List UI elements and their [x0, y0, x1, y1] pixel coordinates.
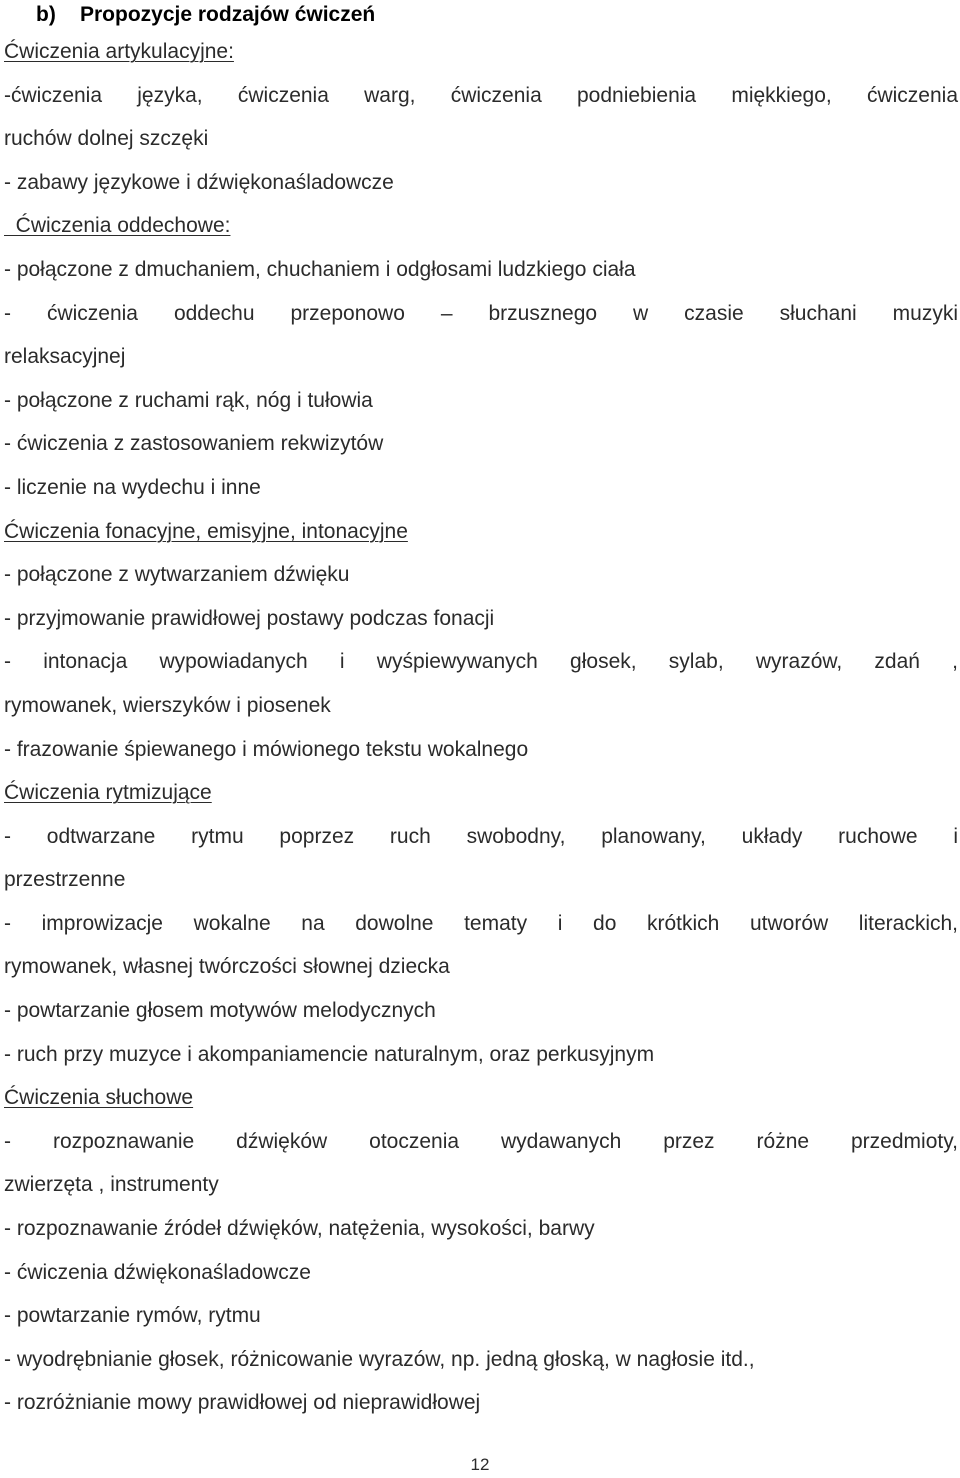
body-line-text: - frazowanie śpiewanego i mówionego tekstu wokalnego	[4, 737, 529, 761]
body-line-text: - przyjmowanie prawidłowej postawy podczas fonacji	[4, 606, 495, 630]
body-line-text: przestrzenne	[4, 868, 126, 892]
body-line	[4, 815, 958, 859]
body-line	[4, 553, 958, 597]
heading-number: b)	[36, 3, 56, 26]
section-title-text: Ćwiczenia słuchowe	[4, 1086, 194, 1110]
section-title	[4, 1076, 958, 1120]
body-line-text: -ćwiczenia języka, ćwiczenia warg, ćwiczenia podniebienia miękkiego, ćwiczenia	[4, 83, 958, 107]
body-line	[4, 640, 958, 684]
section-heading	[4, 0, 958, 30]
body-line	[4, 989, 958, 1033]
body-line-text: - wyodrębnianie głosek, różnicowanie wyrazów, np. jedną głoską, w nagłosie itd.,	[4, 1347, 755, 1371]
body-line	[4, 1294, 958, 1338]
body-line	[4, 684, 958, 728]
section-title-text: Ćwiczenia fonacyjne, emisyjne, intonacyjne	[4, 519, 408, 543]
section-title	[4, 510, 958, 554]
body-line	[4, 335, 958, 379]
body-line-text: - połączone z ruchami rąk, nóg i tułowia	[4, 388, 373, 412]
body-line	[4, 248, 958, 292]
body-line-text: - powtarzanie rymów, rytmu	[4, 1304, 261, 1328]
body-line-text: - zabawy językowe i dźwiękonaśladowcze	[4, 170, 394, 194]
body-line-text: - połączone z dmuchaniem, chuchaniem i odgłosami ludzkiego ciała	[4, 257, 636, 281]
body-line-text: - odtwarzane rytmu poprzez ruch swobodny, planowany, układy ruchowe i	[4, 824, 958, 848]
body-line-text: - rozpoznawanie źródeł dźwięków, natężenia, wysokości, barwy	[4, 1217, 595, 1241]
body-line	[4, 902, 958, 946]
body-line	[4, 1120, 958, 1164]
body-line-text: - ruch przy muzyce i akompaniamencie naturalnym, oraz perkusyjnym	[4, 1042, 655, 1066]
body-line	[4, 422, 958, 466]
body-line-text: - rozpoznawanie dźwięków otoczenia wydawanych przez różne przedmioty,	[4, 1129, 958, 1153]
body-line-text: relaksacyjnej	[4, 345, 126, 369]
body-line	[4, 597, 958, 641]
body-line	[4, 1251, 958, 1295]
body-line-text: zwierzęta , instrumenty	[4, 1173, 219, 1197]
body-line	[4, 74, 958, 118]
body-line	[4, 1338, 958, 1382]
body-line	[4, 379, 958, 423]
body-line-text: - ćwiczenia dźwiękonaśladowcze	[4, 1260, 311, 1284]
body-line-text: - intonacja wypowiadanych i wyśpiewywanych głosek, sylab, wyrazów, zdań ,	[4, 650, 958, 674]
body-line-text: ruchów dolnej szczęki	[4, 127, 209, 151]
section-title	[4, 771, 958, 815]
body-line	[4, 1033, 958, 1077]
section-title-text: Ćwiczenia rytmizujące	[4, 781, 212, 805]
body-line-text: - rozróżnianie mowy prawidłowej od nieprawidłowej	[4, 1391, 481, 1415]
body-line	[4, 292, 958, 336]
body-line-text: - powtarzanie głosem motywów melodycznych	[4, 999, 436, 1023]
body-line-text: - ćwiczenia oddechu przeponowo – brzusznego w czasie słuchani muzyki	[4, 301, 958, 325]
body-line	[4, 728, 958, 772]
section-title-text: Ćwiczenia artykulacyjne:	[4, 40, 234, 63]
body-line	[4, 858, 958, 902]
body-line	[4, 1207, 958, 1251]
body-line-text: - liczenie na wydechu i inne	[4, 475, 261, 499]
body-line	[4, 1381, 958, 1425]
body-line-text: - ćwiczenia z zastosowaniem rekwizytów	[4, 432, 384, 456]
document-body	[4, 30, 958, 1425]
page-number: 12	[470, 1455, 490, 1474]
heading-text: Propozycje rodzajów ćwiczeń	[80, 3, 376, 26]
body-line	[4, 117, 958, 161]
section-title	[4, 30, 958, 74]
body-line-text: rymowanek, wierszyków i piosenek	[4, 693, 331, 717]
body-line	[4, 1163, 958, 1207]
body-line	[4, 161, 958, 205]
body-line-text: - improwizacje wokalne na dowolne tematy i do krótkich utworów literackich,	[4, 911, 958, 935]
document-page	[4, 0, 958, 1425]
body-line-text: rymowanek, własnej twórczości słownej dziecka	[4, 955, 450, 979]
section-title-text: Ćwiczenia oddechowe:	[4, 214, 231, 238]
body-line	[4, 945, 958, 989]
body-line-text: - połączone z wytwarzaniem dźwięku	[4, 563, 350, 587]
section-title	[4, 204, 958, 248]
body-line	[4, 466, 958, 510]
